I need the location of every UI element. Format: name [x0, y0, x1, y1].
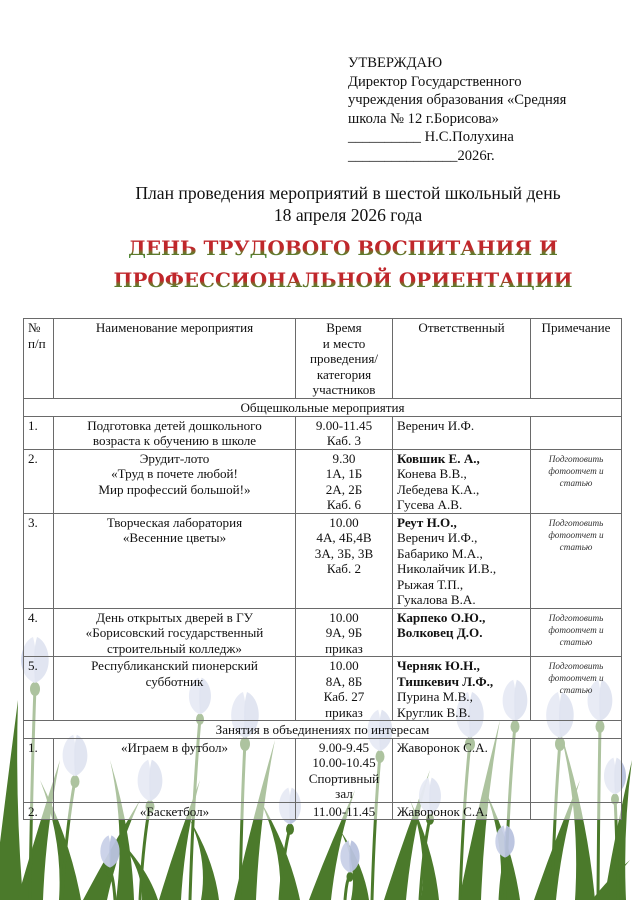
- cell-line: субботник: [145, 673, 204, 689]
- cell-event-name: [54, 608, 296, 657]
- cell-line: 8А, 8Б: [325, 673, 363, 689]
- cell-line: Ковшик Е. А.,: [397, 450, 480, 466]
- cell-line: Тишкевич Л.Ф.,: [397, 673, 494, 689]
- cell-line: Мир профессий большой!»: [98, 481, 251, 497]
- cell-line: «Труд в почете любой!: [111, 466, 238, 481]
- cell-line: Каб. 2: [326, 561, 362, 576]
- header-text: участников: [312, 382, 376, 397]
- cell-line: зал: [335, 786, 353, 801]
- approval-line: Директор Государственного: [348, 73, 522, 90]
- cell-line: «Баскетбол»: [139, 803, 210, 819]
- approval-line: УТВЕРЖДАЮ: [348, 55, 443, 71]
- approval-line: школа № 12 г.Борисова»: [348, 110, 499, 127]
- cell-line: Круглик В.В.: [397, 704, 471, 720]
- cell-line: Гусева А.В.: [397, 497, 463, 512]
- cell-num: 2.: [24, 802, 54, 820]
- cell-line: 3А, 3Б, 3В: [314, 545, 374, 561]
- cell-line: возраста к обучению в школе: [92, 433, 257, 448]
- cell-line: 10.00: [329, 514, 359, 530]
- cell-line: 2А, 2Б: [325, 481, 363, 497]
- cell-line: 10.00: [329, 609, 359, 625]
- cell-line: 9.00-9.45: [318, 739, 370, 755]
- cell-num: 5.: [24, 657, 54, 721]
- cell-note: [531, 802, 622, 820]
- cell-line: Каб. 6: [326, 497, 362, 512]
- wordart-heading: [0, 232, 636, 296]
- cell-event-name: [54, 802, 296, 820]
- cell-note: Подготовить фотоотчет и статью: [531, 657, 622, 721]
- cell-note: Подготовить фотоотчет и статью: [531, 608, 622, 657]
- cell-responsible: [393, 513, 531, 608]
- cell-num: 3.: [24, 513, 54, 608]
- section-row: [24, 721, 622, 739]
- header-note: Примечание: [531, 319, 622, 399]
- cell-responsible: [393, 802, 531, 820]
- cell-event-name: [54, 513, 296, 608]
- approval-line: __________ Н.С.Полухина: [348, 129, 514, 146]
- heading-line: ПРОФЕССИОНАЛЬНОЙ ОРИЕНТАЦИИ: [0, 264, 636, 296]
- heading-line: ДЕНЬ ТРУДОВОГО ВОСПИТАНИЯ И: [0, 232, 636, 264]
- cell-line: Творческая лаборатория: [106, 514, 243, 530]
- cell-line: Пурина М.В.,: [397, 689, 473, 704]
- cell-line: Волковец Д.О.: [397, 625, 483, 640]
- section-title: Занятия в объединениях по интересам: [24, 721, 622, 739]
- cell-line: строительный колледж»: [107, 640, 242, 656]
- cell-line: 9А, 9Б: [325, 625, 363, 640]
- header-text: и место: [322, 335, 366, 351]
- cell-line: 10.00-10.45: [312, 755, 376, 770]
- document-title: [0, 182, 636, 226]
- cell-line: Жаворонок С.А.: [397, 739, 488, 755]
- cell-line: Бабарико М.А.,: [397, 545, 483, 561]
- cell-line: «Играем в футбол»: [120, 739, 229, 755]
- cell-line: Республиканский пионерский: [91, 658, 258, 673]
- cell-event-name: [54, 657, 296, 721]
- table-row: [24, 513, 622, 608]
- cell-responsible: [393, 657, 531, 721]
- table-row: [24, 802, 622, 820]
- cell-line: Каб. 27: [323, 689, 365, 704]
- approval-line: учреждения образования «Средняя: [348, 92, 567, 109]
- cell-event-name: [54, 416, 296, 449]
- title-date: 18 апреля 2026 года: [273, 205, 423, 225]
- cell-line: Веренич И.Ф.,: [397, 530, 478, 545]
- cell-line: Конева В.В.,: [397, 466, 467, 481]
- table-row: [24, 416, 622, 449]
- cell-time-place: [296, 802, 393, 820]
- cell-line: 9.30: [332, 450, 356, 466]
- cell-time-place: [296, 657, 393, 721]
- cell-note: Подготовить фотоотчет и статью: [531, 513, 622, 608]
- cell-line: Веренич И.Ф.: [397, 417, 475, 433]
- table-row: [24, 738, 622, 802]
- cell-line: 9.00-11.45: [315, 417, 373, 433]
- cell-time-place: [296, 416, 393, 449]
- cell-line: Жаворонок С.А.: [397, 803, 488, 819]
- cell-time-place: [296, 449, 393, 513]
- cell-time-place: [296, 513, 393, 608]
- header-time: [296, 319, 393, 399]
- cell-line: Черняк Ю.Н.,: [397, 658, 480, 673]
- table-header-row: [24, 319, 622, 399]
- cell-line: Каб. 3: [326, 433, 362, 448]
- table-row: [24, 608, 622, 657]
- cell-note: Подготовить фотоотчет и статью: [531, 449, 622, 513]
- cell-line: Лебедева К.А.,: [397, 481, 480, 497]
- cell-line: 10.00: [329, 658, 359, 673]
- cell-line: «Весенние цветы»: [122, 530, 227, 545]
- header-text: Время: [326, 320, 362, 335]
- cell-responsible: [393, 449, 531, 513]
- cell-line: Реут Н.О.,: [397, 514, 457, 530]
- header-name: Наименование мероприятия: [54, 319, 296, 399]
- cell-line: приказ: [325, 640, 363, 656]
- cell-line: Карпеко О.Ю.,: [397, 609, 486, 625]
- cell-responsible: [393, 608, 531, 657]
- header-text: п/п: [28, 335, 46, 351]
- cell-line: Николайчик И.В.,: [397, 561, 497, 576]
- title-line: План проведения мероприятий в шестой школьный день: [135, 183, 561, 203]
- cell-line: Эрудит-лото: [139, 450, 210, 466]
- cell-note: [531, 416, 622, 449]
- section-title: Общешкольные мероприятия: [24, 399, 622, 417]
- cell-line: 11.00-11.45: [312, 803, 376, 819]
- cell-responsible: [393, 738, 531, 802]
- cell-line: Рыжая Т.П.,: [397, 576, 464, 592]
- header-text: проведения/: [310, 351, 378, 366]
- table-row: [24, 657, 622, 721]
- table-row: [24, 449, 622, 513]
- cell-line: «Борисовский государственный: [85, 625, 264, 640]
- cell-line: Подготовка детей дошкольного: [87, 417, 262, 433]
- header-text: №: [28, 320, 41, 335]
- cell-time-place: [296, 608, 393, 657]
- cell-note: [531, 738, 622, 802]
- cell-line: 4А, 4Б,4В: [316, 530, 372, 545]
- cell-num: 1.: [24, 416, 54, 449]
- events-table: [23, 318, 622, 820]
- section-row: [24, 399, 622, 417]
- cell-num: 4.: [24, 608, 54, 657]
- cell-event-name: [54, 738, 296, 802]
- header-responsible: Ответственный: [393, 319, 531, 399]
- cell-num: 1.: [24, 738, 54, 802]
- approval-block: [348, 54, 628, 166]
- approval-line: _______________2026г.: [348, 147, 495, 164]
- cell-num: 2.: [24, 449, 54, 513]
- header-text: категория: [316, 366, 372, 382]
- cell-time-place: [296, 738, 393, 802]
- cell-event-name: [54, 449, 296, 513]
- header-num: [24, 319, 54, 399]
- cell-line: приказ: [325, 704, 363, 720]
- cell-line: 1А, 1Б: [325, 466, 363, 481]
- cell-responsible: [393, 416, 531, 449]
- cell-line: Гукалова В.А.: [397, 592, 476, 607]
- cell-line: Спортивный: [308, 770, 380, 786]
- cell-line: День открытых дверей в ГУ: [96, 609, 253, 625]
